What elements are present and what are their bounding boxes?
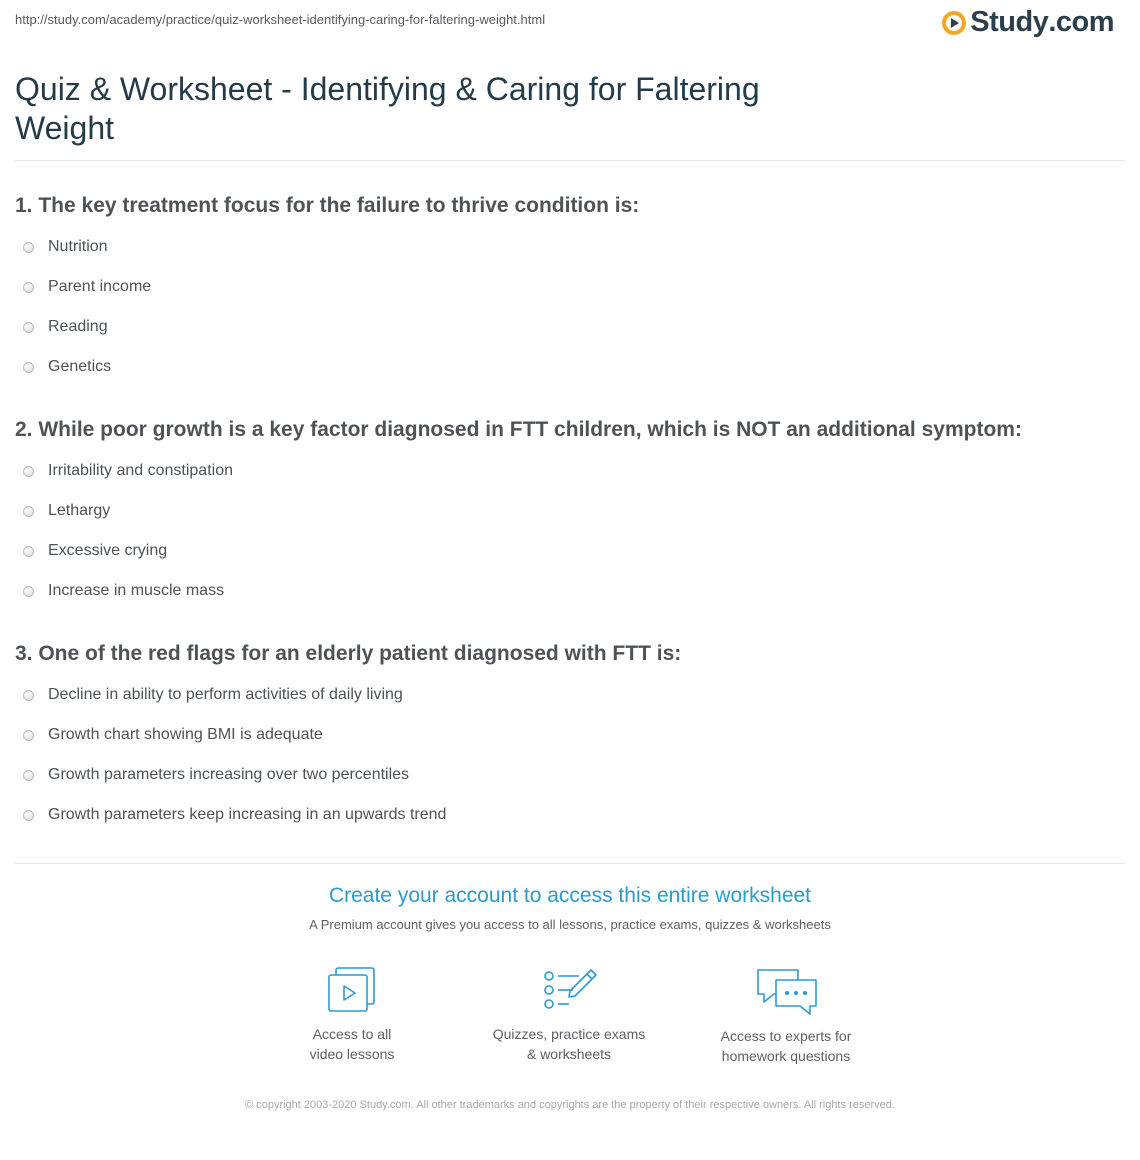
option-label: Decline in ability to perform activities of daily living <box>48 686 403 703</box>
radio-button[interactable] <box>23 466 34 477</box>
feature-quizzes <box>469 966 669 1064</box>
answer-option[interactable] <box>15 227 1125 267</box>
play-logo-icon <box>941 10 967 36</box>
feature-label-line: Quizzes, practice exams <box>492 1026 646 1042</box>
answer-option[interactable] <box>15 531 1125 571</box>
option-label: Excessive crying <box>48 542 168 559</box>
answer-option[interactable] <box>15 755 1125 795</box>
page-url: http://study.com/academy/practice/quiz-worksheet-identifying-caring-for-faltering-weight.html <box>15 12 546 27</box>
feature-label-line: homework questions <box>721 1048 851 1064</box>
cta-subtitle: A Premium account gives you access to all lessons, practice exams, quizzes & worksheets <box>309 917 831 932</box>
feature-label-line: video lessons <box>309 1046 395 1062</box>
logo-text: Study <box>970 6 1049 38</box>
option-label: Increase in muscle mass <box>48 582 225 599</box>
option-label: Genetics <box>48 358 112 375</box>
radio-button[interactable] <box>23 322 34 333</box>
answer-option[interactable] <box>15 715 1125 755</box>
question-3 <box>15 641 1125 835</box>
option-label: Growth parameters keep increasing in an upwards trend <box>48 806 447 823</box>
feature-label <box>252 1024 452 1064</box>
radio-button[interactable] <box>23 242 34 253</box>
copyright-footer: © copyright 2003-2020 Study.com. All other trademarks and copyrights are the property of their respective owners. All rights reserved. <box>245 1099 895 1111</box>
answer-option[interactable] <box>15 795 1125 835</box>
study-logo[interactable] <box>941 6 1114 39</box>
chat-bubbles-icon <box>754 966 818 1016</box>
page-title: Quiz & Worksheet - Identifying & Caring for Faltering Weight <box>15 71 760 146</box>
option-label: Parent income <box>48 278 152 295</box>
answer-option[interactable] <box>15 347 1125 387</box>
answer-option[interactable] <box>15 307 1125 347</box>
answer-option[interactable] <box>15 571 1125 611</box>
feature-label-line: & worksheets <box>526 1046 612 1062</box>
title-divider <box>15 160 1125 161</box>
quiz-checklist-icon <box>541 966 597 1014</box>
answer-option[interactable] <box>15 451 1125 491</box>
radio-button[interactable] <box>23 506 34 517</box>
option-label: Growth chart showing BMI is adequate <box>48 726 323 743</box>
feature-experts <box>686 966 886 1066</box>
radio-button[interactable] <box>23 690 34 701</box>
answer-option[interactable] <box>15 267 1125 307</box>
question-text: 2. While poor growth is a key factor diagnosed in FTT children, which is NOT an additional symptom: <box>15 418 1022 441</box>
logo-suffix: .com <box>1048 6 1114 38</box>
question-text: 1. The key treatment focus for the failure to thrive condition is: <box>15 194 640 217</box>
video-lessons-icon <box>326 966 378 1014</box>
option-label: Lethargy <box>48 502 111 519</box>
question-2 <box>15 417 1125 611</box>
option-label: Reading <box>48 318 108 335</box>
answer-option[interactable] <box>15 675 1125 715</box>
feature-label <box>686 1026 886 1066</box>
radio-button[interactable] <box>23 282 34 293</box>
feature-video-lessons <box>252 966 452 1064</box>
feature-label-line: Access to all <box>312 1026 392 1042</box>
radio-button[interactable] <box>23 546 34 557</box>
radio-button[interactable] <box>23 730 34 741</box>
question-1 <box>15 193 1125 387</box>
answer-option[interactable] <box>15 491 1125 531</box>
radio-button[interactable] <box>23 770 34 781</box>
feature-label <box>469 1024 669 1064</box>
radio-button[interactable] <box>23 586 34 597</box>
radio-button[interactable] <box>23 810 34 821</box>
create-account-link[interactable]: Create your account to access this entire worksheet <box>328 884 812 907</box>
option-label: Nutrition <box>48 238 108 255</box>
option-label: Irritability and constipation <box>48 462 233 479</box>
feature-label-line: Access to experts for <box>720 1028 852 1044</box>
radio-button[interactable] <box>23 362 34 373</box>
option-label: Growth parameters increasing over two percentiles <box>48 766 410 783</box>
question-text: 3. One of the red flags for an elderly patient diagnosed with FTT is: <box>15 642 682 665</box>
cta-divider <box>15 863 1125 864</box>
